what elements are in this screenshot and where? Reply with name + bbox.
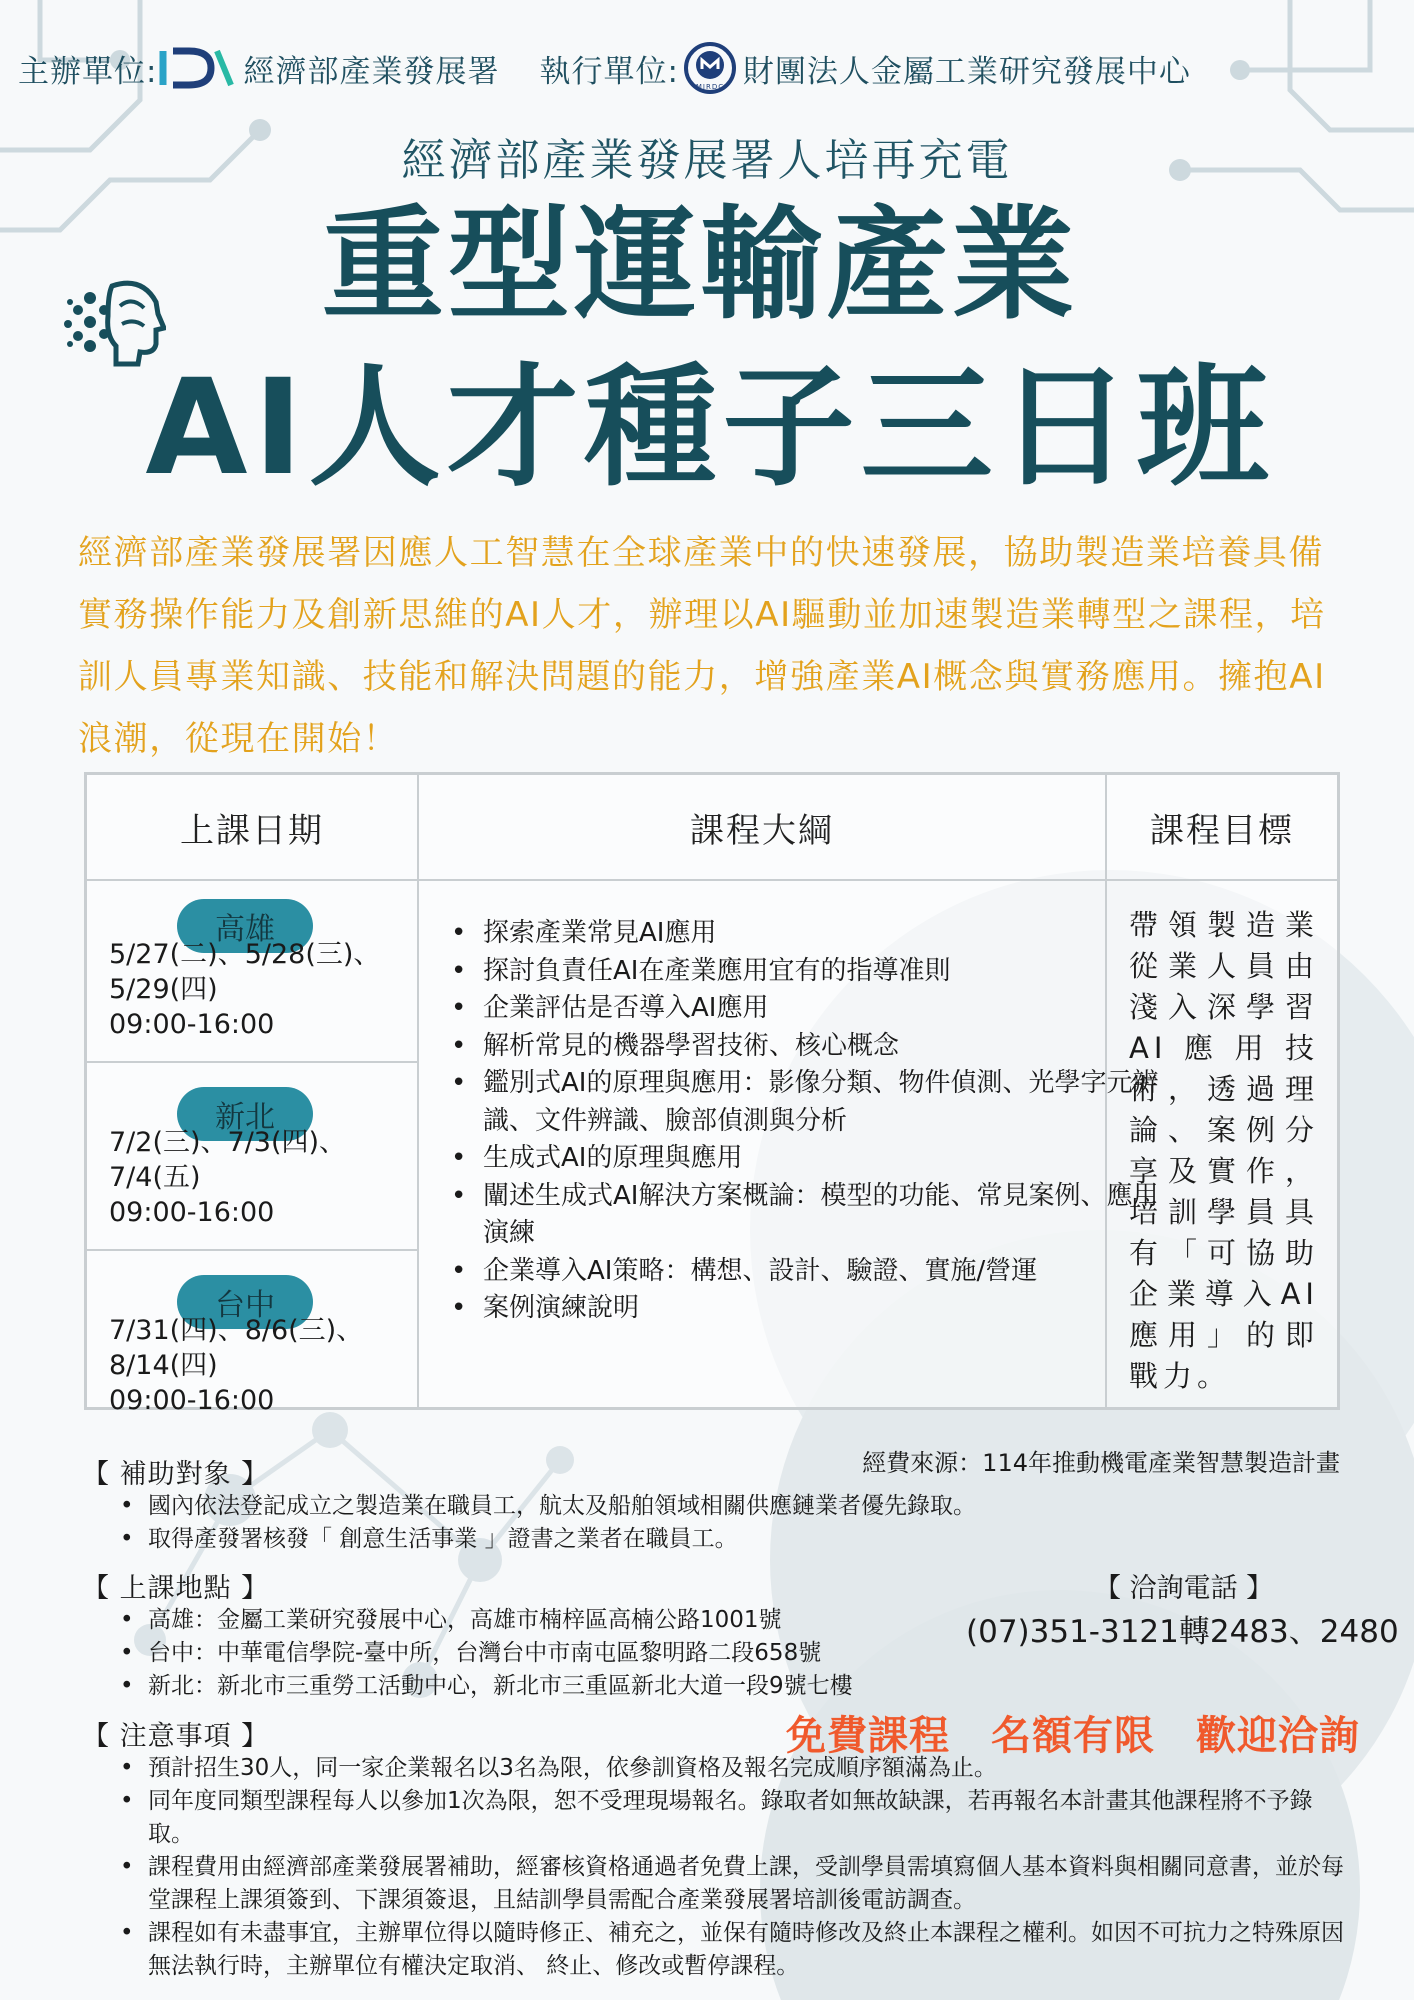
location-dates-taichung — [109, 1313, 409, 1418]
location-pill-taichung: 台中 — [177, 1275, 313, 1329]
header-outline: 課程大綱 — [690, 810, 834, 851]
location-dates-kaohsiung — [109, 937, 409, 1042]
subtitle: 經濟部產業發展署人培再充電 — [401, 135, 1013, 186]
notes-item: • 課程費用由經濟部產業發展署補助，經審核資格通過者免費上課，受訓學員需填寫個人基本資料與相關同意書，並於每堂課程上課須簽到、下課須簽退，且結訓學員需配合產業發展署培訓後電訪調查。 — [114, 1851, 1344, 1917]
main-title-line1: 重型運輸產業 — [322, 194, 1078, 336]
date-line: 7/31(四)、8/6(三)、 — [109, 1315, 364, 1346]
time-line: 09:00-16:00 — [109, 1197, 275, 1228]
outline-item: • 企業評估是否導入AI應用 — [443, 990, 1173, 1028]
header-date: 上課日期 — [180, 810, 324, 851]
organizer-row — [18, 40, 1396, 96]
outline-item: • 企業導入AI策略：構想、設計、驗證、實施/營運 — [443, 1253, 1173, 1291]
location-pill-new-taipei: 新北 — [177, 1087, 313, 1141]
subsidy-title: 【 補助對象 】 — [82, 1459, 270, 1490]
contact-phone: (07)351-3121轉2483、2480 — [966, 1614, 1399, 1650]
venue-list — [114, 1604, 974, 1703]
free-course-banner: 免費課程 名額有限 歡迎洽詢 — [786, 1713, 1360, 1759]
course-goal: 帶領製造業從業人員由淺入深學習AI應用技術，透過理論、案例分享及實作，培訓學員具有「可協助企業導入AI應用」的即戰力。 — [1129, 908, 1319, 1393]
contact-title: 【 洽詢電話 】 — [1094, 1573, 1274, 1604]
schedule-table — [84, 772, 1340, 1416]
outline-item: • 闡述生成式AI解決方案概論：模型的功能、常見案例、應用演練 — [443, 1178, 1173, 1253]
outline-item: • 探討負責任AI在產業應用宜有的指導准則 — [443, 953, 1173, 991]
organizer-label: 主辦單位: — [18, 53, 158, 90]
subsidy-list — [114, 1490, 1214, 1556]
date-line: 5/27(二)、5/28(三)、 — [109, 939, 381, 970]
idb-logo-icon — [159, 45, 237, 91]
notes-item: • 預計招生30人，同一家企業報名以3名為限，依參訓資格及報名完成順序額滿為止。 — [114, 1752, 1344, 1785]
venue-item: • 新北：新北市三重勞工活動中心，新北市三重區新北大道一段9號七樓 — [114, 1670, 974, 1703]
header-goal: 課程目標 — [1150, 810, 1294, 851]
executor-name: 財團法人金屬工業研究發展中心 — [742, 53, 1191, 90]
mirdc-logo-icon — [683, 41, 737, 95]
subsidy-item: • 國內依法登記成立之製造業在職員工，航太及船舶領域相關供應鏈業者優先錄取。 — [114, 1490, 1214, 1523]
executor-label: 執行單位: — [539, 53, 679, 90]
notes-title: 【 注意事項 】 — [82, 1721, 270, 1752]
venue-item: • 台中：中華電信學院-臺中所，台灣台中市南屯區黎明路二段658號 — [114, 1637, 974, 1670]
outline-item: • 生成式AI的原理與應用 — [443, 1140, 1173, 1178]
notes-list — [114, 1752, 1344, 1983]
course-outline-list — [443, 915, 1173, 1328]
organizer-group — [18, 45, 499, 91]
notes-item: • 同年度同類型課程每人以參加1次為限，恕不受理現場報名。錄取者如無故缺課，若再報名本計畫其他課程將不予錄取。 — [114, 1785, 1344, 1851]
time-line: 09:00-16:00 — [109, 1385, 275, 1416]
executor-group — [539, 41, 1190, 95]
outline-item: • 鑑別式AI的原理與應用：影像分類、物件偵測、光學字元辨識、文件辨識、臉部偵測與分析 — [443, 1065, 1173, 1140]
outline-item: • 解析常見的機器學習技術、核心概念 — [443, 1028, 1173, 1066]
date-line: 5/29(四) — [109, 974, 218, 1005]
time-line: 09:00-16:00 — [109, 1009, 275, 1040]
date-line: 7/4(五) — [109, 1162, 201, 1193]
main-title-line2: AI人才種子三日班 — [145, 351, 1275, 505]
mirdc-logo-text: MIRDC — [695, 83, 725, 91]
outline-item: • 探索產業常見AI應用 — [443, 915, 1173, 953]
funding-source: 經費來源：114年推動機電產業智慧製造計畫 — [862, 1449, 1340, 1477]
intro-paragraph: 經濟部產業發展署因應人工智慧在全球產業中的快速發展，協助製造業培養具備實務操作能力及創新思維的AI人才，辦理以AI驅動並加速製造業轉型之課程，培訓人員專業知識、技能和解決問題的能力，增強產業AI概念與實務應用。擁抱AI浪潮，從現在開始！ — [78, 533, 1326, 759]
date-line: 8/14(四) — [109, 1350, 218, 1381]
location-pill-kaohsiung: 高雄 — [177, 899, 313, 953]
date-line: 7/2(三)、7/3(四)、 — [109, 1127, 347, 1158]
location-dates-new-taipei — [109, 1125, 409, 1230]
venue-item: • 高雄：金屬工業研究發展中心，高雄市楠梓區高楠公路1001號 — [114, 1604, 974, 1637]
subsidy-item: • 取得產發署核發「 創意生活事業 」證書之業者在職員工。 — [114, 1523, 1214, 1556]
notes-item: • 課程如有未盡事宜，主辦單位得以隨時修正、補充之，並保有隨時修改及終止本課程之權利。如因不可抗力之特殊原因無法執行時，主辦單位有權決定取消、 終止、修改或暫停課程。 — [114, 1917, 1344, 1983]
venue-title: 【 上課地點 】 — [82, 1573, 270, 1604]
outline-item: • 案例演練說明 — [443, 1290, 1173, 1328]
organizer-name: 經濟部產業發展署 — [243, 53, 500, 90]
